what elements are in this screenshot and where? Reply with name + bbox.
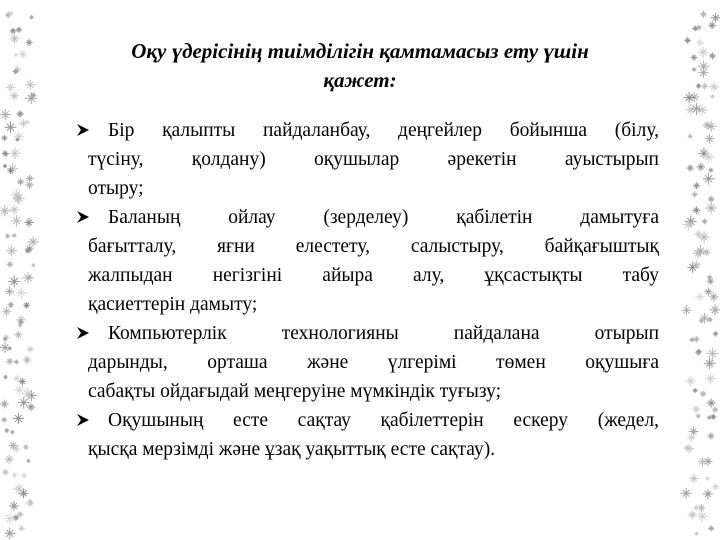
sparkle-icon [707, 399, 716, 408]
sparkle-icon [696, 83, 702, 89]
sparkle-icon [11, 472, 17, 478]
sparkle-icon [2, 469, 9, 476]
sparkle-icon [2, 307, 11, 316]
sparkle-icon [710, 414, 716, 420]
arrowhead-bullet-icon [76, 406, 88, 435]
sparkle-icon [13, 375, 20, 382]
sparkle-icon [23, 302, 30, 309]
sparkle-icon [25, 79, 35, 89]
sparkle-icon [13, 413, 24, 424]
sparkle-icon [683, 92, 694, 103]
sparkle-icon [10, 34, 20, 44]
sparkle-icon [707, 415, 711, 419]
sparkle-icon [693, 505, 699, 511]
bullet-2-line-3: жалпыдан негізгіні айыра алу, ұқсастықты табу [88, 265, 659, 286]
sparkle-icon [9, 205, 19, 215]
sparkle-icon [14, 53, 18, 57]
sparkle-icon [684, 37, 690, 43]
sparkle-icon [698, 47, 709, 58]
sparkle-icon [23, 444, 29, 450]
bullet-1-line-1: Бір қалыпты пайдаланбау, деңгейлер бойынша (білу, [108, 120, 659, 141]
sparkle-icon [691, 405, 700, 414]
sparkle-icon [27, 346, 34, 353]
sparkle-icon [3, 164, 7, 168]
sparkle-icon [10, 28, 16, 34]
sparkle-icon [10, 430, 14, 434]
sparkle-icon [6, 357, 14, 365]
sparkle-icon [705, 373, 716, 384]
sparkle-icon [25, 92, 37, 104]
sparkle-icon [6, 245, 17, 256]
sparkle-icon [5, 234, 10, 239]
sparkle-icon [8, 276, 20, 288]
bullet-4-line-1: Оқушының есте сақтау қабілеттерін ескеру (жедел, [108, 410, 659, 431]
sparkle-icon [687, 433, 695, 441]
sparkle-icon [700, 390, 707, 397]
slide-title [70, 37, 650, 95]
sparkle-icon [708, 167, 713, 172]
sparkle-icon [696, 414, 701, 419]
sparkle-icon [10, 91, 19, 100]
sparkle-icon [695, 292, 705, 302]
sparkle-icon [694, 531, 698, 535]
sparkle-icon [691, 54, 698, 61]
arrowhead-bullet-icon [76, 116, 88, 145]
bullet-item-3 [76, 319, 659, 406]
arrowhead-bullet-icon [76, 203, 88, 232]
sparkle-icon [23, 356, 32, 365]
sparkle-icon [8, 302, 14, 308]
sparkle-icon [6, 82, 16, 92]
sparkle-icon [0, 205, 10, 216]
sparkle-icon [708, 196, 715, 203]
sparkle-icon [13, 194, 22, 203]
sparkle-icon [14, 331, 22, 339]
title-line-1: Оқу үдерісінің тиімділігін қамтамасыз ету үшін [131, 39, 589, 63]
sparkle-icon [709, 82, 719, 92]
sparkle-icon [696, 38, 704, 46]
bullet-2-line-4: қасиеттерін дамыту; [88, 294, 258, 315]
sparkle-icon [3, 375, 7, 379]
sparkle-icon [693, 388, 698, 393]
bullet-1-line-2: түсіну, қолдану) оқушылар әрекетін ауыстырып [88, 149, 659, 170]
sparkle-icon [707, 432, 714, 439]
sparkle-icon [703, 489, 713, 499]
sparkle-icon [13, 192, 25, 204]
sparkle-icon [4, 513, 16, 525]
sparkle-icon [5, 121, 17, 133]
sparkle-icon [14, 360, 19, 365]
sparkle-icon [707, 348, 719, 360]
sparkle-icon [696, 163, 705, 172]
sparkle-icon [16, 110, 23, 117]
sparkle-icon [707, 275, 712, 280]
sparkle-icon [686, 376, 696, 386]
sparkle-icon [4, 454, 14, 464]
bullet-item-1 [76, 116, 659, 203]
sparkle-icon [700, 11, 707, 18]
sparkle-icon [17, 511, 23, 517]
sparkle-icon [710, 94, 715, 99]
sparkle-icon [26, 459, 30, 463]
sparkle-icon [692, 67, 697, 72]
right-decorative-border [662, 0, 720, 540]
sparkle-icon [698, 457, 708, 467]
sparkle-icon [11, 215, 23, 227]
sparkle-icon [711, 13, 720, 23]
sparkle-icon [13, 514, 20, 521]
sparkle-icon [22, 272, 34, 284]
sparkle-icon [691, 191, 698, 198]
sparkle-icon [696, 104, 708, 116]
sparkle-icon [29, 15, 34, 20]
title-line-2: қажет: [323, 68, 397, 92]
sparkle-icon [5, 287, 14, 296]
sparkle-icon [0, 109, 11, 121]
sparkle-icon [4, 428, 9, 433]
snowflake-border-pattern-right [662, 0, 720, 540]
bullet-3-line-1: Компьютерлік технологияны пайдалана отырып [108, 323, 659, 344]
sparkle-icon [712, 407, 718, 413]
sparkle-icon [9, 147, 21, 159]
sparkle-icon [12, 233, 17, 238]
sparkle-icon [709, 52, 716, 59]
sparkle-icon [16, 287, 27, 298]
sparkle-icon [685, 215, 697, 227]
sparkle-icon [16, 27, 22, 33]
sparkle-icon [25, 180, 34, 189]
sparkle-icon [1, 417, 7, 423]
sparkle-icon [9, 501, 19, 511]
sparkle-icon [703, 249, 710, 256]
sparkle-icon [704, 358, 715, 369]
bullet-2-line-2: бағытталу, яғни елестету, салыстыру, байқағыштық [88, 236, 659, 257]
sparkle-icon [687, 164, 694, 171]
sparkle-icon [19, 50, 28, 59]
sparkle-icon [17, 178, 24, 185]
sparkle-icon [0, 400, 9, 409]
sparkle-icon [693, 182, 700, 189]
sparkle-icon [705, 476, 710, 481]
sparkle-icon [692, 206, 700, 214]
sparkle-icon [27, 403, 35, 411]
snowflake-border-pattern-left [0, 0, 58, 540]
sparkle-icon [688, 510, 697, 519]
left-decorative-border [0, 0, 58, 540]
bullet-4-line-2: қысқа мерзімді және ұзақ уақыттық есте сақтау). [88, 439, 496, 460]
bullet-list [76, 116, 659, 464]
sparkle-icon [708, 21, 716, 29]
bullet-item-2 [76, 203, 659, 319]
sparkle-icon [689, 92, 699, 102]
arrowhead-bullet-icon [76, 319, 88, 348]
sparkle-icon [1, 135, 7, 141]
sparkle-icon [7, 261, 14, 268]
sparkle-icon [8, 346, 12, 350]
sparkle-icon [24, 218, 33, 227]
bullet-item-4 [76, 406, 659, 464]
sparkle-icon [21, 472, 27, 478]
sparkle-icon [4, 528, 15, 539]
sparkle-icon [682, 219, 694, 231]
sparkle-icon [681, 305, 691, 315]
sparkle-icon [685, 104, 696, 115]
sparkle-icon [688, 134, 693, 139]
sparkle-icon [703, 173, 715, 185]
sparkle-icon [689, 337, 694, 342]
bullet-1-line-3: отыру; [88, 178, 144, 199]
sparkle-icon [31, 263, 35, 267]
sparkle-icon [701, 83, 708, 90]
bullet-3-line-2: дарынды, орташа және үлгерімі төмен оқушыға [88, 352, 659, 373]
sparkle-icon [708, 525, 714, 531]
sparkle-icon [697, 511, 708, 522]
sparkle-icon [702, 219, 708, 225]
sparkle-icon [712, 483, 720, 491]
sparkle-icon [689, 474, 698, 483]
sparkle-icon [25, 498, 34, 507]
sparkle-icon [684, 444, 694, 454]
sparkle-icon [713, 331, 719, 337]
sparkle-icon [681, 488, 692, 499]
bullet-2-line-1: Баланың ойлау (зерделеу) қабілетін дамытуға [108, 207, 659, 228]
sparkle-icon [18, 525, 25, 532]
bullet-3-line-3: сабақты ойдағыдай меңгеруіне мүмкіндік туғызу; [88, 381, 502, 402]
sparkle-icon [705, 202, 716, 213]
sparkle-icon [704, 134, 714, 144]
sparkle-icon [25, 39, 32, 46]
